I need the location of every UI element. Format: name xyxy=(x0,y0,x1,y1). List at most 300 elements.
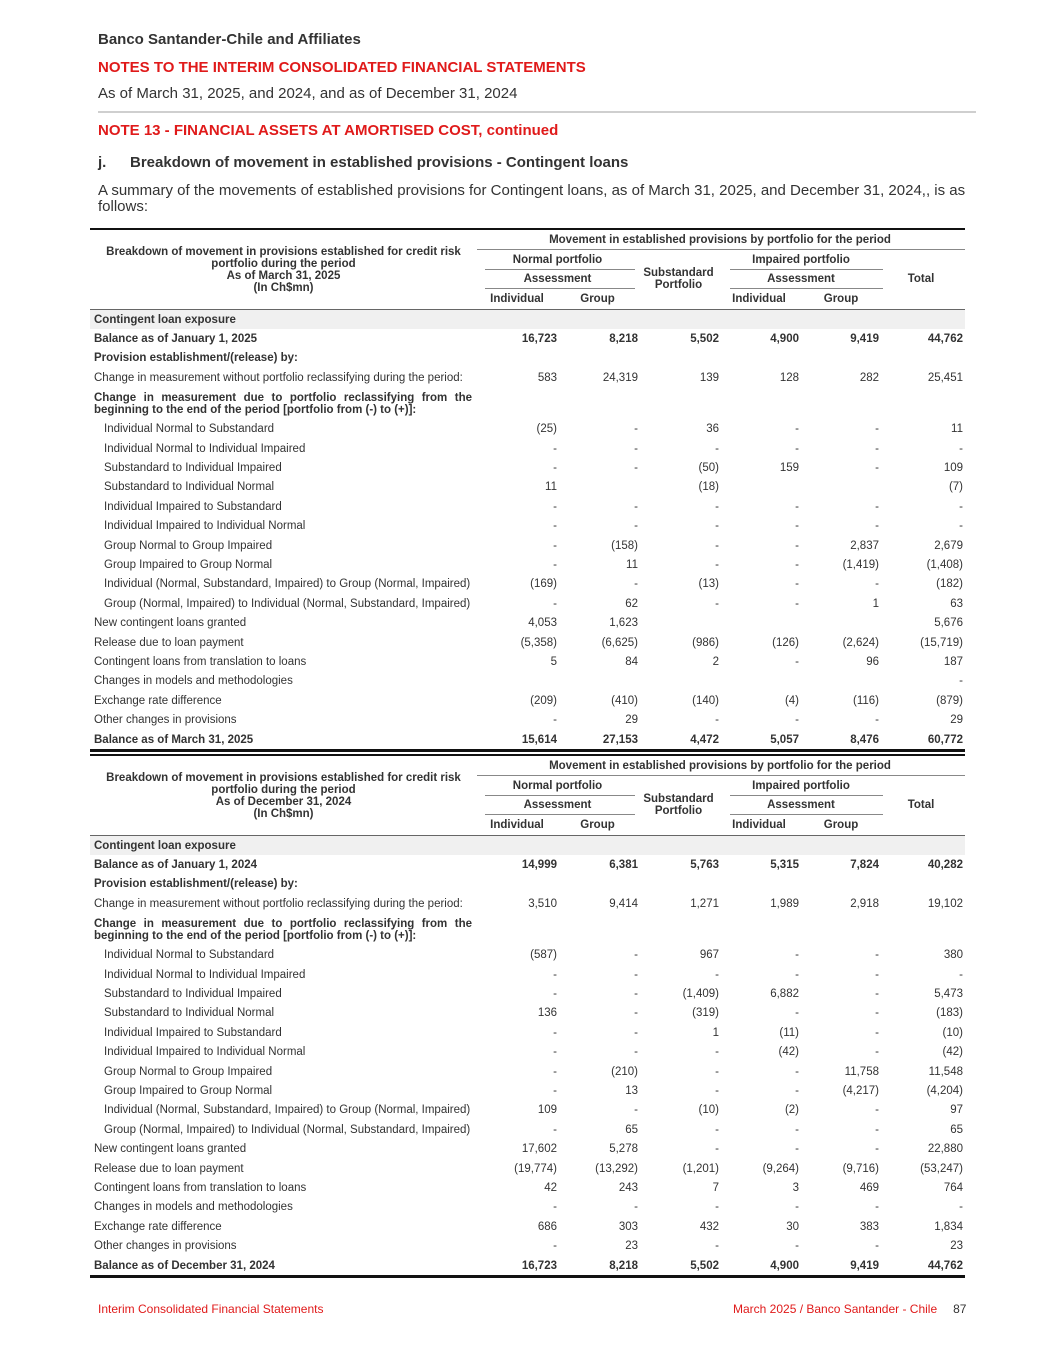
row-value: - xyxy=(795,1084,799,1097)
row-value: 27,153 xyxy=(602,733,638,746)
row-value: - xyxy=(634,968,638,981)
row-value: - xyxy=(715,597,719,610)
normal-assessment-underline xyxy=(485,814,635,815)
row-value: - xyxy=(795,1123,799,1136)
row-value: 5,763 xyxy=(690,859,719,872)
table-title-line: Breakdown of movement in provisions established for credit risk xyxy=(106,245,461,258)
substandard-header-l1: Substandard xyxy=(643,793,714,805)
row-value: 63 xyxy=(950,597,963,610)
row-value: - xyxy=(959,675,963,688)
row-value: (19,774) xyxy=(514,1162,557,1175)
row-value: (4,204) xyxy=(926,1084,963,1097)
normal-individual-header: Individual xyxy=(490,293,544,305)
row-value: 4,900 xyxy=(770,1259,799,1272)
row-value: - xyxy=(795,714,799,727)
row-label: Individual (Normal, Substandard, Impaired) to Group (Normal, Impaired) xyxy=(104,578,471,591)
table-row xyxy=(90,1256,965,1278)
row-value: (158) xyxy=(611,539,638,552)
row-value: 15,614 xyxy=(521,733,557,746)
table-row xyxy=(90,965,965,984)
row-label: Substandard to Individual Normal xyxy=(104,481,275,494)
table-row xyxy=(90,349,965,368)
impaired-individual-header: Individual xyxy=(732,819,786,831)
impaired-underline xyxy=(730,795,883,796)
row-label: Balance as of January 1, 2024 xyxy=(94,859,258,872)
table-row xyxy=(90,1120,965,1139)
row-label: Release due to loan payment xyxy=(94,1162,244,1175)
period-subtitle: As of March 31, 2025, and 2024, and as of December 31, 2024 xyxy=(98,85,518,102)
impaired-portfolio-header: Impaired portfolio xyxy=(752,780,850,792)
row-value: - xyxy=(715,539,719,552)
table-row xyxy=(90,730,965,752)
row-value: - xyxy=(634,1046,638,1059)
row-value: - xyxy=(553,1046,557,1059)
row-value: 583 xyxy=(537,371,557,384)
row-label: Individual Normal to Individual Impaired xyxy=(104,442,306,455)
row-label: Group (Normal, Impaired) to Individual (Normal, Substandard, Impaired) xyxy=(104,597,471,610)
row-value: 11 xyxy=(545,481,557,494)
table-header xyxy=(90,754,965,836)
row-value: (210) xyxy=(611,1065,638,1078)
row-label: Group Normal to Group Impaired xyxy=(104,539,273,552)
row-value: 967 xyxy=(699,949,719,962)
total-header: Total xyxy=(907,799,935,811)
row-value: - xyxy=(715,1143,719,1156)
table-row xyxy=(90,672,965,691)
normal-group-header: Group xyxy=(580,293,615,305)
row-label: Changes in models and methodologies xyxy=(94,675,293,688)
row-value: 16,723 xyxy=(521,333,557,346)
table-row xyxy=(90,536,965,555)
row-label: Change in measurement without portfolio reclassifying during the period: xyxy=(94,897,463,910)
table-row xyxy=(90,710,965,729)
row-value: 9,419 xyxy=(850,333,879,346)
row-value: - xyxy=(715,1240,719,1253)
table-row xyxy=(90,497,965,516)
row-value: - xyxy=(875,423,879,436)
note-title: NOTE 13 - FINANCIAL ASSETS AT AMORTISED COST, continued xyxy=(98,122,559,139)
table-header xyxy=(90,228,965,310)
row-value: - xyxy=(634,423,638,436)
table-row xyxy=(90,1178,965,1197)
row-value: - xyxy=(634,520,638,533)
row-label: Balance as of December 31, 2024 xyxy=(94,1259,275,1272)
row-value: (13) xyxy=(698,578,719,591)
row-value: (18) xyxy=(698,481,719,494)
row-value: 42 xyxy=(544,1181,557,1194)
row-value: - xyxy=(875,1240,879,1253)
row-value: 159 xyxy=(779,462,799,475)
row-value: (2,624) xyxy=(842,636,879,649)
row-label: Balance as of January 1, 2025 xyxy=(94,333,258,346)
row-label: Individual Impaired to Individual Normal xyxy=(104,520,306,533)
table-title-line: (In Ch$mn) xyxy=(253,281,314,294)
row-label: Changes in models and methodologies xyxy=(94,1201,293,1214)
row-value: - xyxy=(875,1046,879,1059)
row-value: (587) xyxy=(530,949,557,962)
table-row xyxy=(90,1062,965,1081)
impaired-assessment-header: Assessment xyxy=(767,273,835,285)
table-row xyxy=(90,836,965,855)
substandard-header-l1: Substandard xyxy=(643,267,714,279)
row-label: Provision establishment/(release) by: xyxy=(94,352,298,365)
row-label: Change in measurement without portfolio reclassifying during the period: xyxy=(94,371,463,384)
row-label: Individual Normal to Substandard xyxy=(104,949,275,962)
table-row xyxy=(90,633,965,652)
row-value: 44,762 xyxy=(927,333,963,346)
row-label: Individual Normal to Substandard xyxy=(104,423,275,436)
row-label: Other changes in provisions xyxy=(94,1240,237,1253)
row-value: 1,271 xyxy=(690,897,719,910)
provisions-table-march-2025 xyxy=(90,228,965,752)
row-value: (4,217) xyxy=(842,1084,879,1097)
row-value: 16,723 xyxy=(521,1259,557,1272)
row-value: - xyxy=(795,578,799,591)
row-value: 29 xyxy=(950,714,963,727)
table-row xyxy=(90,1043,965,1062)
table-title-line: (In Ch$mn) xyxy=(253,807,314,820)
row-value: 1,623 xyxy=(609,617,638,630)
row-value: - xyxy=(875,968,879,981)
table-row xyxy=(90,1101,965,1120)
total-header: Total xyxy=(907,273,935,285)
row-value: 22,880 xyxy=(927,1143,963,1156)
impaired-individual-header: Individual xyxy=(732,293,786,305)
row-value: - xyxy=(795,423,799,436)
normal-assessment-header: Assessment xyxy=(523,273,592,285)
row-value: 7,824 xyxy=(850,859,879,872)
row-value: - xyxy=(634,1007,638,1020)
row-value: 17,602 xyxy=(521,1143,557,1156)
row-value: 4,053 xyxy=(528,617,557,630)
row-value: (140) xyxy=(692,694,719,707)
row-value: - xyxy=(634,1026,638,1039)
row-value: 380 xyxy=(943,949,963,962)
row-value: 25,451 xyxy=(927,371,963,384)
movement-header: Movement in established provisions by portfolio for the period xyxy=(549,760,891,772)
row-value: 44,762 xyxy=(927,1259,963,1272)
row-value: - xyxy=(553,462,557,475)
row-label: Contingent loans from translation to loans xyxy=(94,1181,307,1194)
row-value: - xyxy=(795,558,799,571)
row-value: - xyxy=(959,520,963,533)
table-title-line: Breakdown of movement in provisions established for credit risk xyxy=(106,771,461,784)
row-value: - xyxy=(553,1201,557,1214)
row-value: 6,381 xyxy=(609,859,638,872)
row-value: 6,882 xyxy=(770,988,799,1001)
table-row xyxy=(90,1159,965,1178)
row-value: (9,716) xyxy=(842,1162,879,1175)
table-title xyxy=(90,756,477,835)
row-value: - xyxy=(795,949,799,962)
row-value: - xyxy=(715,968,719,981)
row-value: - xyxy=(553,539,557,552)
row-value: (25) xyxy=(536,423,557,436)
row-label: Individual (Normal, Substandard, Impaired) to Group (Normal, Impaired) xyxy=(104,1104,471,1117)
table-row xyxy=(90,1198,965,1217)
row-value: 2,918 xyxy=(850,897,879,910)
company-name: Banco Santander-Chile and Affiliates xyxy=(98,31,361,48)
row-value: (13,292) xyxy=(595,1162,638,1175)
table-title-line: portfolio during the period xyxy=(211,257,356,270)
row-value: - xyxy=(553,714,557,727)
row-value: - xyxy=(875,520,879,533)
row-value: 5,502 xyxy=(690,1259,719,1272)
row-value: 5,057 xyxy=(770,733,799,746)
row-value: 36 xyxy=(706,423,719,436)
impaired-underline xyxy=(730,269,883,270)
row-value: (6,625) xyxy=(601,636,638,649)
row-label: Group (Normal, Impaired) to Individual (Normal, Substandard, Impaired) xyxy=(104,1123,471,1136)
row-value: - xyxy=(875,500,879,513)
header-divider xyxy=(98,111,976,113)
row-value: - xyxy=(875,442,879,455)
table-row xyxy=(90,946,965,965)
row-value: (42) xyxy=(778,1046,799,1059)
movement-underline xyxy=(477,249,965,250)
row-label: Contingent loan exposure xyxy=(94,313,236,326)
row-label: Change in measurement due to portfolio reclassifying from the beginning to the end of the period [portfolio from (-) to (+)]: xyxy=(94,391,472,416)
row-label: Substandard to Individual Impaired xyxy=(104,988,282,1001)
impaired-portfolio-header: Impaired portfolio xyxy=(752,254,850,266)
row-value: 40,282 xyxy=(927,859,963,872)
row-value: - xyxy=(715,558,719,571)
row-value: 30 xyxy=(786,1220,799,1233)
row-value: (10) xyxy=(942,1026,963,1039)
table-row xyxy=(90,478,965,497)
row-value: 1,834 xyxy=(934,1220,963,1233)
row-value: - xyxy=(553,520,557,533)
table-row xyxy=(90,517,965,536)
row-value: 139 xyxy=(699,371,719,384)
row-label: Individual Impaired to Substandard xyxy=(104,1026,282,1039)
row-value: 60,772 xyxy=(927,733,963,746)
table-title-line: As of December 31, 2024 xyxy=(215,795,352,808)
row-value: (7) xyxy=(948,481,963,494)
row-value: - xyxy=(634,578,638,591)
row-value: (986) xyxy=(692,636,719,649)
row-value: 24,319 xyxy=(602,371,638,384)
row-label: Release due to loan payment xyxy=(94,636,244,649)
row-value: (1,408) xyxy=(926,558,963,571)
row-value: (126) xyxy=(772,636,799,649)
row-value: 8,218 xyxy=(609,1259,638,1272)
row-value: (1,201) xyxy=(682,1162,719,1175)
row-value: 97 xyxy=(950,1104,963,1117)
row-value: - xyxy=(795,539,799,552)
row-value: - xyxy=(715,714,719,727)
row-value: 764 xyxy=(943,1181,963,1194)
row-value: 4,900 xyxy=(770,333,799,346)
normal-underline xyxy=(485,269,635,270)
row-value: - xyxy=(715,1123,719,1136)
row-value: 2,837 xyxy=(850,539,879,552)
row-value: - xyxy=(795,597,799,610)
row-value: - xyxy=(715,500,719,513)
row-value: 1,989 xyxy=(770,897,799,910)
intro-paragraph: A summary of the movements of established provisions for Contingent loans, as of March 31, 2025, and December 31, 2024,, is as follows: xyxy=(98,182,966,215)
table-row xyxy=(90,388,965,420)
row-value: - xyxy=(875,949,879,962)
notes-title: NOTES TO THE INTERIM CONSOLIDATED FINANCIAL STATEMENTS xyxy=(98,59,586,76)
movement-header: Movement in established provisions by portfolio for the period xyxy=(549,234,891,246)
row-value: - xyxy=(959,968,963,981)
row-value: - xyxy=(795,968,799,981)
table-row xyxy=(90,329,965,348)
page-number: 87 xyxy=(953,1302,967,1316)
row-value: 282 xyxy=(859,371,879,384)
table-row xyxy=(90,555,965,574)
row-value: (10) xyxy=(698,1104,719,1117)
row-value: - xyxy=(634,442,638,455)
row-value: - xyxy=(634,1201,638,1214)
row-value: 96 xyxy=(866,655,879,668)
table-row xyxy=(90,439,965,458)
row-value: - xyxy=(553,988,557,1001)
normal-group-header: Group xyxy=(580,819,615,831)
row-value: 5,278 xyxy=(609,1143,638,1156)
row-value: 23 xyxy=(950,1240,963,1253)
row-value: 8,218 xyxy=(609,333,638,346)
row-value: - xyxy=(553,968,557,981)
row-label: Individual Impaired to Individual Normal xyxy=(104,1046,306,1059)
row-value: - xyxy=(553,597,557,610)
table-row xyxy=(90,420,965,439)
row-value: - xyxy=(553,442,557,455)
table-row xyxy=(90,1217,965,1236)
table-title-text xyxy=(106,246,461,294)
row-label: Contingent loan exposure xyxy=(94,839,236,852)
footer-right xyxy=(733,1302,966,1316)
normal-assessment-header: Assessment xyxy=(523,799,592,811)
row-value: - xyxy=(875,462,879,475)
row-value: 19,102 xyxy=(927,897,963,910)
row-value: - xyxy=(875,1123,879,1136)
row-value: - xyxy=(715,1201,719,1214)
row-value: (42) xyxy=(942,1046,963,1059)
row-value: - xyxy=(553,1084,557,1097)
row-value: 13 xyxy=(625,1084,638,1097)
table-row xyxy=(90,458,965,477)
row-value: 29 xyxy=(625,714,638,727)
impaired-assessment-underline xyxy=(730,288,883,289)
table-row xyxy=(90,875,965,894)
row-value: (410) xyxy=(611,694,638,707)
row-value: 5,502 xyxy=(690,333,719,346)
row-value: 469 xyxy=(859,1181,879,1194)
section-title: Breakdown of movement in established provisions - Contingent loans xyxy=(130,154,629,171)
row-value: - xyxy=(959,442,963,455)
row-value: 5,473 xyxy=(934,988,963,1001)
normal-individual-header: Individual xyxy=(490,819,544,831)
row-value: - xyxy=(553,500,557,513)
row-value: - xyxy=(553,1123,557,1136)
row-value: - xyxy=(875,988,879,1001)
table-row xyxy=(90,310,965,329)
row-value: 4,472 xyxy=(690,733,719,746)
table-row xyxy=(90,914,965,946)
table-title-line: portfolio during the period xyxy=(211,783,356,796)
row-value: - xyxy=(634,500,638,513)
row-label: Substandard to Individual Impaired xyxy=(104,462,282,475)
row-value: - xyxy=(634,462,638,475)
table-row xyxy=(90,1004,965,1023)
impaired-assessment-underline xyxy=(730,814,883,815)
row-label: Group Impaired to Group Normal xyxy=(104,558,273,571)
row-label: Change in measurement due to portfolio reclassifying from the beginning to the end of the period [portfolio from (-) to (+)]: xyxy=(94,917,472,942)
substandard-header-l2: Portfolio xyxy=(654,805,703,817)
row-value: 11,758 xyxy=(844,1065,879,1078)
row-value: 3,510 xyxy=(528,897,557,910)
table-row xyxy=(90,691,965,710)
row-value: 9,419 xyxy=(850,1259,879,1272)
row-value: (116) xyxy=(853,694,879,707)
row-label: Provision establishment/(release) by: xyxy=(94,878,298,891)
row-value: 109 xyxy=(537,1104,557,1117)
row-value: (15,719) xyxy=(920,636,963,649)
table-row xyxy=(90,652,965,671)
row-value: - xyxy=(875,1104,879,1117)
footer-left: Interim Consolidated Financial Statements xyxy=(98,1302,324,1316)
row-label: Balance as of March 31, 2025 xyxy=(94,733,254,746)
provisions-table-december-2024 xyxy=(90,754,965,1278)
row-value: (5,358) xyxy=(520,636,557,649)
row-value: 2 xyxy=(712,655,719,668)
row-value: (182) xyxy=(936,578,963,591)
table-row xyxy=(90,1139,965,1158)
table-row xyxy=(90,855,965,874)
row-value: 136 xyxy=(537,1007,557,1020)
movement-underline xyxy=(477,775,965,776)
row-value: - xyxy=(553,1065,557,1078)
row-value: - xyxy=(795,500,799,513)
row-value: - xyxy=(795,520,799,533)
row-value: - xyxy=(634,1104,638,1117)
row-value: (319) xyxy=(692,1007,719,1020)
row-value: (183) xyxy=(936,1007,963,1020)
row-value: - xyxy=(715,520,719,533)
row-value: 65 xyxy=(625,1123,638,1136)
table-title-text xyxy=(106,772,461,820)
substandard-header-l2: Portfolio xyxy=(654,279,703,291)
row-value: 686 xyxy=(537,1220,557,1233)
row-value: - xyxy=(795,1007,799,1020)
row-value: 109 xyxy=(943,462,963,475)
row-value: (1,419) xyxy=(842,558,879,571)
row-value: - xyxy=(634,988,638,1001)
row-label: Contingent loans from translation to loans xyxy=(94,655,307,668)
section-heading xyxy=(98,154,628,171)
row-value: - xyxy=(553,1240,557,1253)
row-value: - xyxy=(875,714,879,727)
row-value: 5,315 xyxy=(770,859,799,872)
row-value: 84 xyxy=(625,655,638,668)
row-label: Other changes in provisions xyxy=(94,714,237,727)
row-value: (4) xyxy=(784,694,799,707)
row-label: New contingent loans granted xyxy=(94,617,247,630)
row-value: 11 xyxy=(626,558,638,571)
normal-portfolio-header: Normal portfolio xyxy=(512,780,603,792)
row-value: 23 xyxy=(625,1240,638,1253)
row-value: 11 xyxy=(951,423,963,436)
row-label: Substandard to Individual Normal xyxy=(104,1007,275,1020)
row-value: - xyxy=(795,1201,799,1214)
row-value: 2,679 xyxy=(934,539,963,552)
row-value: - xyxy=(795,655,799,668)
table-row xyxy=(90,1236,965,1255)
row-value: (209) xyxy=(530,694,557,707)
table-row xyxy=(90,575,965,594)
